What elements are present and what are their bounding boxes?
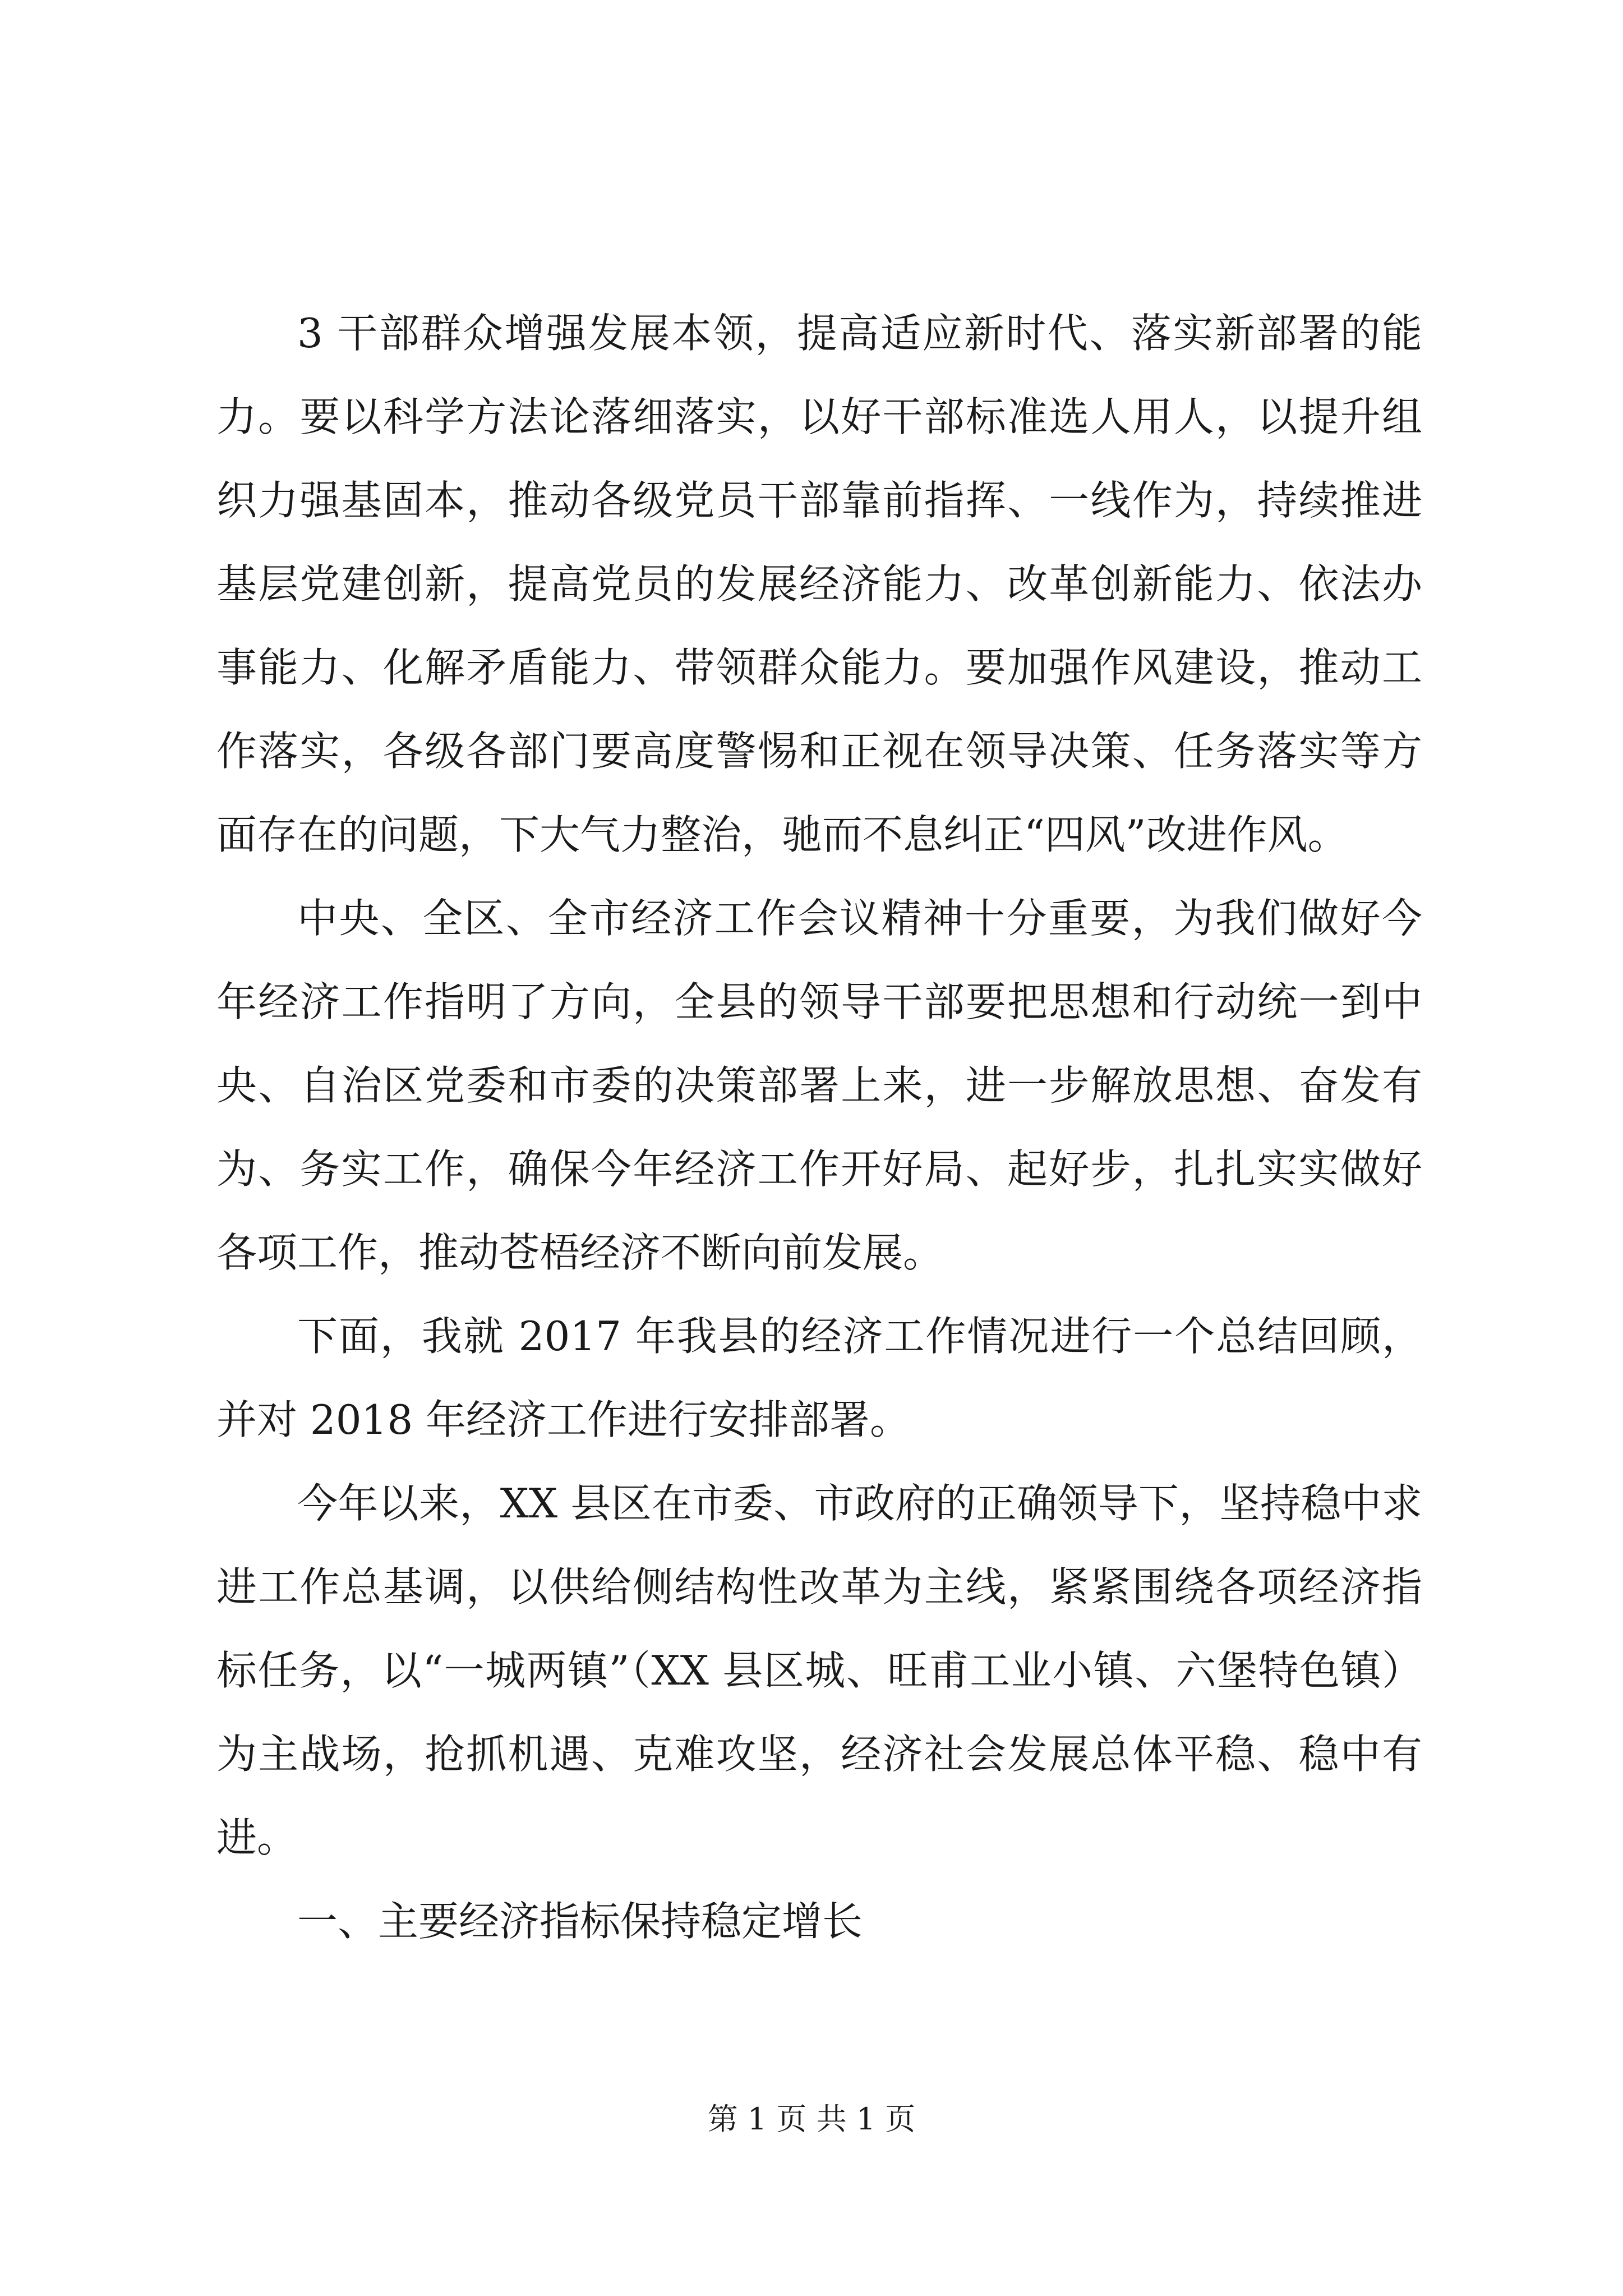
page-footer: 第 1 页 共 1 页 — [707, 2101, 916, 2137]
document-body — [216, 292, 1422, 1963]
paragraph-1: 3 干部群众增强发展本领，提高适应新时代、落实新部署的能力。要以科学方法论落细落实，以好干部标准选人用人，以提升组织力强基固本，推动各级党员干部靠前指挥、一线作为，持续推进基层党建创新，提高党员的发展经济能力、改革创新能力、依法办事能力、化解矛盾能力、带领群众能力。要加强作风建设，推动工作落实，各级各部门要高度警惕和正视在领导决策、任务落实等方面存在的问题，下大气力整治，驰而不息纠正“四风”改进作风。 — [216, 310, 1422, 858]
paragraph-2: 中央、全区、全市经济工作会议精神十分重要，为我们做好今年经济工作指明了方向，全县的领导干部要把思想和行动统一到中央、自治区党委和市委的决策部署上来，进一步解放思想、奋发有为、务实工作，确保今年经济工作开好局、起好步，扎扎实实做好各项工作，推动苍梧经济不断向前发展。 — [216, 895, 1422, 1276]
paragraph-3: 下面，我就 2017 年我县的经济工作情况进行一个总结回顾，并对 2018 年经济工作进行安排部署。 — [216, 1313, 1422, 1443]
section-heading: 一、主要经济指标保持稳定增长 — [297, 1898, 863, 1945]
paragraph-4: 今年以来，XX 县区在市委、市政府的正确领导下，坚持稳中求进工作总基调，以供给侧结构性改革为主线，紧紧围绕各项经济指标任务，以“一城两镇”（XX 县区城、旺甫工业小镇、六堡特色镇）为主战场，抢抓机遇、克难攻坚，经济社会发展总体平稳、稳中有进。 — [216, 1480, 1422, 1861]
